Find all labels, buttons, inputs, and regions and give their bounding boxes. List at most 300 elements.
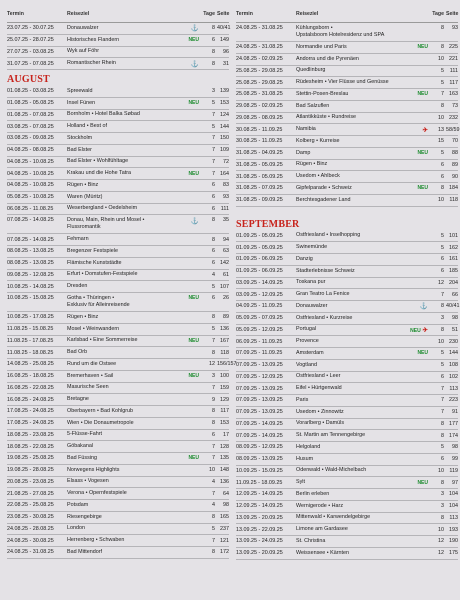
trip-destination [296,103,409,110]
trip-destination-line: London [67,525,85,532]
trip-row[interactable] [236,348,458,360]
header-days: Tage [432,11,444,17]
trip-row[interactable] [236,101,458,113]
trip-date: 13.09.25 - 20.09.25 [236,550,283,557]
trip-row[interactable] [7,547,229,559]
trip-days: 7 [212,111,215,118]
new-badge: NEU [188,455,199,462]
trip-page: 64 [223,490,229,497]
trip-page: 159 [220,384,229,391]
trip-page: 94 [223,236,229,243]
trip-row[interactable] [236,89,458,101]
trip-row[interactable] [7,477,229,489]
trip-page: 190 [449,538,458,545]
trip-row[interactable] [236,23,458,42]
trip-destination-line: St. Martin am Tennengebirge [296,432,366,439]
trip-page: 17 [223,431,229,438]
trip-row[interactable] [7,418,229,430]
trip-days: 6 [441,373,444,380]
trip-days: 8 [441,25,444,31]
trip-row[interactable] [7,258,229,270]
trip-row[interactable] [236,430,458,442]
trip-days: 6 [212,182,215,189]
trip-destination [67,217,180,231]
trip-destination-line: Riesengebirge [67,513,102,520]
trip-row[interactable] [7,110,229,122]
trip-date: 04.09.25 - 11.09.25 [236,303,283,310]
trip-row[interactable] [236,501,458,513]
trip-row[interactable] [236,513,458,525]
trip-date: 22.08.25 - 25.08.25 [7,502,54,509]
trip-date: 07.09.25 - 14.09.25 [236,420,283,427]
trip-page: 61 [223,271,229,278]
trip-destination-line: Ostfriesland • Leer [296,373,341,380]
trip-days: 3 [212,88,215,95]
trip-days: 6 [441,161,444,168]
trip-row[interactable] [7,394,229,406]
trip-destination [67,236,180,243]
trip-page: 100 [220,373,229,380]
trip-row[interactable] [7,58,229,70]
trip-row[interactable] [236,524,458,536]
trip-date: 18.08.25 - 22.08.25 [7,443,54,450]
trip-row[interactable] [236,42,458,54]
trip-page: 40/41 [446,303,460,310]
trip-date: 11.08.25 - 15.08.25 [7,326,54,333]
trip-page: 73 [452,103,458,110]
trip-days: 10 [438,114,444,121]
trip-marker [180,37,200,43]
trip-page: 83 [223,182,229,189]
trip-destination-line: Paris [296,396,309,403]
trip-days: 5 [441,350,444,357]
trip-destination [67,525,180,532]
trip-row[interactable] [236,183,458,195]
trip-row[interactable] [7,524,229,536]
trip-destination-line: Portugal [296,326,317,333]
trip-row[interactable] [7,121,229,133]
trip-marker [180,338,200,344]
trip-date: 19.08.25 - 28.08.25 [7,467,54,474]
trip-row[interactable] [236,395,458,407]
trip-date: 18.08.25 - 23.08.25 [7,431,54,438]
trip-days: 15 [438,138,444,145]
trip-days: 6 [212,295,215,301]
trip-row[interactable] [236,124,458,136]
trip-row[interactable] [7,359,237,371]
trip-destination-line: Dresden [67,283,88,290]
trip-page: 153 [220,420,229,427]
new-badge: NEU [188,100,199,107]
trip-days: 6 [212,260,215,267]
trip-page: 90 [452,173,458,180]
trip-row[interactable] [7,406,229,418]
september-trip-list [236,231,458,560]
trip-row[interactable] [7,312,229,324]
trip-days: 6 [212,194,215,201]
trip-days: 6 [212,248,215,255]
trip-days: 7 [441,385,444,392]
trip-destination-line: Limone am Gardasee [296,526,348,533]
trip-row[interactable] [236,278,458,290]
trip-date: 07.09.25 - 13.09.25 [236,362,283,369]
trip-row[interactable] [236,477,458,489]
trip-days: 8 [212,314,215,321]
trip-destination [296,256,409,263]
trip-destination [67,123,180,130]
trip-page: 98 [223,502,229,509]
new-badge: NEU [410,327,421,334]
trip-date: 25.07.25 - 28.07.25 [7,37,54,44]
trip-page: 102 [449,373,458,380]
trip-destination [296,432,409,439]
trip-row[interactable] [236,454,458,466]
trip-date: 03.08.25 - 09.08.25 [7,135,54,142]
trip-row[interactable] [236,383,458,395]
trip-page: 88 [452,150,458,157]
trip-days: 8 [441,103,444,110]
trip-row[interactable] [7,512,229,524]
trip-row[interactable] [236,466,458,478]
trip-days: 10 [438,467,444,474]
trip-destination-line: Karlsbad • Eine Sommerreise [67,337,138,344]
trip-days: 7 [441,91,444,98]
trip-row[interactable] [236,289,458,301]
trip-row[interactable] [7,98,229,110]
trip-page: 223 [449,397,458,404]
trip-days: 12 [438,279,444,286]
trip-row[interactable] [7,246,229,258]
trip-page: 101 [449,232,458,239]
trip-row[interactable] [236,54,458,66]
trip-date: 03.09.25 - 12.09.25 [236,291,283,298]
trip-marker [180,217,200,225]
table-header [7,6,229,23]
trip-row[interactable] [236,242,458,254]
trip-days: 7 [441,409,444,416]
trip-days: 5 [441,67,444,74]
trip-date: 08.09.25 - 12.09.25 [236,444,283,451]
trip-page: 31 [223,60,229,67]
trip-destination-line: Usedom • Zinnowitz [296,408,344,415]
new-badge: NEU [188,373,199,380]
trip-row[interactable] [236,489,458,501]
trip-days: 5 [441,150,444,157]
trip-destination [296,138,409,145]
trip-row[interactable] [236,148,458,160]
trip-destination-line: Toskana pur [296,279,326,286]
trip-row[interactable] [7,168,229,180]
trip-days: 8 [441,479,444,486]
trip-page: 164 [220,170,229,177]
trip-row[interactable] [7,500,229,512]
trip-row[interactable] [236,136,458,148]
trip-row[interactable] [7,347,229,359]
trip-destination-line: Stettin-Posen-Breslau [296,90,349,97]
trip-destination [296,197,409,204]
trip-days: 8 [212,549,215,556]
trip-page: 96 [223,48,229,55]
trip-marker [180,455,200,461]
trip-row[interactable] [7,133,229,145]
trip-row[interactable] [7,145,229,157]
trip-row[interactable] [7,234,229,246]
trip-row[interactable] [7,488,229,500]
trip-page: 91 [452,409,458,416]
trip-date: 05.08.25 - 10.08.25 [7,194,54,201]
trip-date: 25.08.25 - 29.08.25 [236,67,283,74]
trip-destination-line: Fehmarn [67,236,89,243]
trip-destination-line: Oberbayern • Bad Kohlgrub [67,407,134,414]
trip-row[interactable] [7,324,229,336]
trip-destination-line: Herrenberg • Schwaben [67,537,125,544]
trip-page: 99 [452,456,458,463]
trip-row[interactable] [7,47,229,59]
trip-days: 7 [212,443,215,450]
trip-date: 16.08.25 - 22.08.25 [7,384,54,391]
trip-destination-line-2: Upstalsboom Hotelresidenz und SPA [296,32,385,38]
trip-page: 184 [449,185,458,192]
trip-days: 10 [438,197,444,204]
trip-marker [409,150,429,156]
trip-destination [67,537,180,544]
trip-page: 161 [449,256,458,263]
trip-destination-line: Stockholm [67,134,93,141]
trip-marker [409,480,429,486]
trip-destination [296,150,409,157]
month-heading-september: SEPTEMBER [236,218,300,230]
trip-destination [67,396,180,403]
trip-marker [409,91,429,97]
trip-row[interactable] [236,536,458,548]
trip-destination-line: Wien • Die Donaumetropole [67,419,134,426]
trip-page: 124 [220,111,229,118]
anchor-icon: ⚓ [190,218,199,226]
trip-days: 7 [212,158,215,165]
trip-page: 111 [449,67,458,74]
trip-date: 01.08.25 - 07.08.25 [7,111,54,118]
trip-row[interactable] [7,430,229,442]
trip-destination [67,147,180,154]
trip-row[interactable] [7,281,229,293]
trip-destination [67,25,180,32]
trip-days: 10 [438,526,444,533]
trip-row[interactable] [7,157,229,169]
trip-destination [67,158,180,165]
trip-row[interactable] [7,86,229,98]
trip-days: 5 [441,79,444,86]
new-badge: NEU [188,295,199,301]
trip-destination-line: Bad Elster • Wohlfühltage [67,158,129,165]
trip-row[interactable] [236,360,458,372]
trip-row[interactable] [236,231,458,243]
trip-row[interactable] [236,325,458,337]
trip-date: 10.08.25 - 14.08.25 [7,283,54,290]
trip-row[interactable] [236,171,458,183]
trip-date: 20.08.25 - 23.08.25 [7,478,54,485]
right-column [236,6,458,560]
trip-page: 237 [220,525,229,532]
trip-row[interactable] [7,270,229,282]
trip-destination-line: 5-Flüsse-Fahrt [67,431,103,438]
trip-date: 04.08.25 - 10.08.25 [7,182,54,189]
trip-days: 8 [212,514,215,521]
trip-page: 163 [449,91,458,98]
trip-destination-line: Weissensee • Kärnten [296,549,350,556]
trip-destination-line: Wernigerode • Harz [296,502,344,509]
trip-row[interactable] [236,419,458,431]
trip-days: 5 [212,326,215,333]
trip-page: 139 [220,88,229,95]
trip-row[interactable] [236,77,458,89]
trip-page: 58/59 [446,126,460,133]
trip-row[interactable] [236,372,458,384]
trip-row[interactable] [7,336,229,348]
trip-page: 97 [452,479,458,486]
trip-destination [296,279,409,286]
trip-destination-line: Rügen • Binz [67,181,99,188]
trip-days: 4 [212,478,215,485]
trip-page: 98 [452,315,458,322]
trip-days: 12 [438,538,444,545]
trip-row[interactable] [7,204,229,216]
trip-days: 4 [212,502,215,509]
trip-row[interactable] [236,313,458,325]
trip-date: 04.08.25 - 10.08.25 [7,158,54,165]
airplane-icon: ✈ [422,126,428,134]
trip-row[interactable] [236,113,458,125]
trip-date: 07.09.25 - 14.09.25 [236,432,283,439]
trip-destination-line: Historisches Flandern [67,36,120,43]
trip-days: 7 [212,170,215,177]
trip-row[interactable] [7,192,229,204]
trip-destination [67,248,180,255]
trip-row[interactable] [7,35,229,47]
trip-row[interactable] [7,383,229,395]
trip-destination-line: Provence [296,338,319,345]
trip-destination-line: Bad Salzuflen [296,102,330,109]
trip-date: 12.09.25 - 14.09.25 [236,491,283,498]
trip-page: 108 [449,362,458,369]
trip-row[interactable] [7,535,229,547]
trip-days: 8 [212,408,215,415]
trip-row[interactable] [236,407,458,419]
trip-row[interactable] [236,336,458,348]
trip-date: 24.08.25 - 31.08.25 [236,44,283,51]
trip-date: 27.07.25 - 03.08.25 [7,48,54,55]
trip-date: 10.08.25 - 17.08.25 [7,314,54,321]
trip-page: 70 [452,138,458,145]
trip-date: 11.09.25 - 18.09.25 [236,479,283,486]
trip-page: 135 [220,455,229,462]
trip-date: 04.08.25 - 10.08.25 [7,170,54,177]
trip-date: 07.08.25 - 14.08.25 [7,236,54,243]
trip-row[interactable] [7,465,229,477]
trip-marker [180,171,200,177]
trip-date: 12.09.25 - 14.09.25 [236,503,283,510]
trip-destination [67,283,180,290]
trip-days: 6 [441,173,444,180]
trip-destination-line: Eifel • Hürtgenwald [296,385,342,392]
trip-marker [180,373,200,379]
trip-destination-line: Kühlungsborn • [296,25,333,31]
new-badge: NEU [417,185,428,192]
trip-row[interactable] [7,453,229,465]
trip-date: 04.08.25 - 08.08.25 [7,147,54,154]
trip-destination-line: Mosel • Weinwandern [67,325,120,332]
trip-row[interactable] [7,180,229,192]
trip-date: 06.09.25 - 11.09.25 [236,338,283,345]
trip-row[interactable] [236,254,458,266]
trip-marker [180,295,200,301]
trip-date: 13.09.25 - 20.09.25 [236,514,283,521]
trip-page: 93 [452,25,458,31]
trip-destination [296,491,409,498]
trip-days: 8 [441,326,444,333]
trip-destination-line-2: Exklusiv für Alleinreisende [67,302,130,308]
trip-row[interactable] [236,266,458,278]
trip-date: 31.08.25 - 05.09.25 [236,161,283,168]
trip-row[interactable] [236,66,458,78]
trip-page: 165 [220,514,229,521]
trip-date: 31.08.25 - 09.09.25 [236,197,283,204]
trip-row[interactable] [7,371,229,383]
trip-destination [296,303,409,310]
trip-destination [296,161,409,168]
airplane-icon: ✈ [420,326,428,334]
trip-days: 13 [438,126,444,133]
trip-days: 5 [212,283,215,290]
trip-page: 230 [449,338,458,345]
trip-date: 25.08.25 - 31.08.25 [236,91,283,98]
trip-days: 7 [212,135,215,142]
trip-row[interactable] [236,442,458,454]
trip-destination [67,205,180,212]
trip-destination-line: Vorarlberg • Damüls [296,420,345,427]
trip-page: 51 [452,326,458,333]
trip-date: 23.08.25 - 30.08.25 [7,514,54,521]
trip-days: 7 [212,490,215,497]
trip-destination [67,337,180,344]
trip-row[interactable] [236,160,458,172]
header-date: Termin [7,11,24,17]
trip-days: 8 [212,420,215,427]
trip-row[interactable] [236,195,458,207]
trip-row[interactable] [7,23,229,35]
trip-row[interactable] [236,548,458,560]
trip-row[interactable] [236,301,458,313]
trip-row[interactable] [7,293,229,312]
trip-days: 5 [441,244,444,251]
trip-row[interactable] [7,441,229,453]
trip-destination-line: Holland • Best of [67,123,107,130]
trip-days: 8 [441,514,444,521]
trip-destination [67,349,180,356]
trip-destination-line: Odenwald • Wald-Michelbach [296,467,367,474]
trip-marker [409,44,429,50]
trip-destination-line: Weserbergland • Oedelsheim [67,205,138,212]
trip-destination [67,443,180,450]
trip-page: 40/41 [217,25,231,32]
trip-destination-line: Erfurt • Domstufen-Festspiele [67,271,138,278]
trip-marker [409,326,429,334]
trip-destination-line: Verona • Opernfestspiele [67,490,127,497]
trip-page: 117 [220,408,229,415]
trip-row[interactable] [7,215,229,234]
trip-page: 172 [220,549,229,556]
trip-destination [67,373,180,380]
trip-date: 09.08.25 - 12.08.25 [7,271,54,278]
